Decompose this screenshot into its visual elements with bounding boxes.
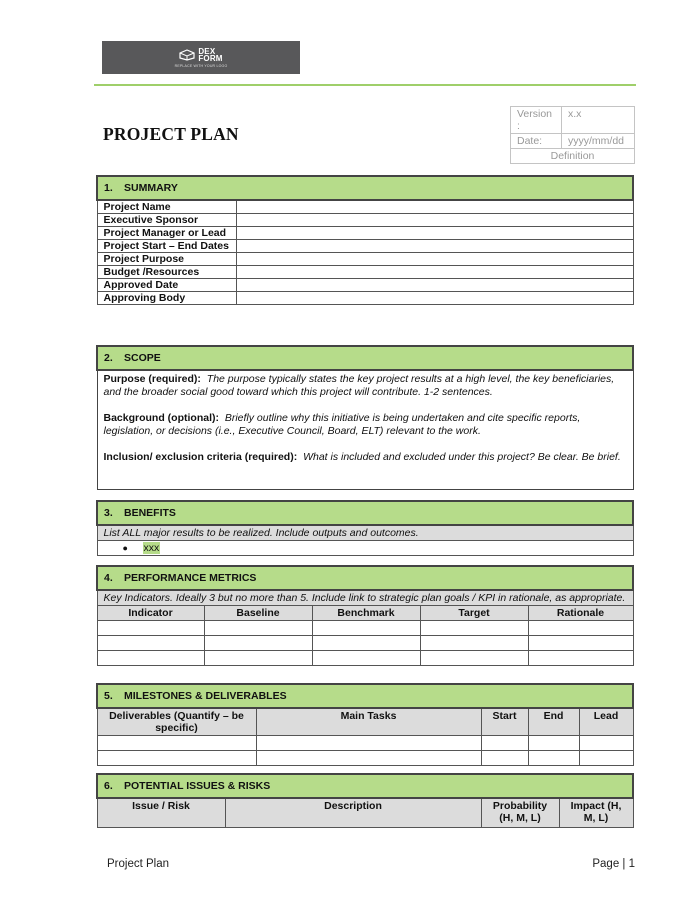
column-header: Baseline — [204, 606, 312, 621]
table-row — [97, 253, 633, 266]
bullet-icon: ● — [122, 543, 128, 553]
risks-header: 6. POTENTIAL ISSUES & RISKS — [97, 774, 633, 798]
row-label: Executive Sponsor — [97, 214, 236, 227]
table-row — [97, 240, 633, 253]
benefit-item[interactable]: ● xxx — [97, 541, 633, 556]
project-manager-field[interactable] — [236, 227, 633, 240]
table-cell[interactable] — [481, 736, 528, 751]
summary-title: SUMMARY — [124, 182, 178, 194]
table-cell[interactable] — [312, 621, 420, 636]
column-header: Main Tasks — [256, 708, 481, 736]
table-cell[interactable] — [204, 621, 312, 636]
start-end-dates-field[interactable] — [236, 240, 633, 253]
table-cell[interactable] — [97, 736, 256, 751]
table-cell[interactable] — [97, 651, 204, 666]
date-value[interactable]: yyyy/mm/dd — [562, 134, 635, 149]
scope-purpose: Purpose (required): The purpose typically states the key project results at a high level, the key beneficiaries, and the broader social good toward which this project will contribute. 1-2 sentences. — [103, 373, 615, 398]
risks-section — [96, 773, 634, 828]
column-header: Deliverables (Quantify – be specific) — [97, 708, 256, 736]
footer-page-number: Page | 1 — [592, 858, 635, 870]
approved-date-field[interactable] — [236, 279, 633, 292]
column-header: Impact (H, M, L) — [559, 798, 633, 828]
logo-tagline: REPLACE WITH YOUR LOGO — [174, 63, 228, 68]
table-cell[interactable] — [97, 751, 256, 766]
table-row — [97, 214, 633, 227]
scope-body[interactable] — [97, 370, 633, 490]
version-label: Version : — [511, 107, 562, 134]
table-cell[interactable] — [420, 621, 528, 636]
table-row — [97, 636, 633, 651]
benefits-section — [96, 500, 634, 556]
column-header: Description — [225, 798, 481, 828]
header-divider — [94, 84, 636, 86]
summary-header: 1. SUMMARY — [97, 176, 633, 200]
metrics-header: 4. PERFORMANCE METRICS — [97, 566, 633, 590]
table-cell[interactable] — [579, 751, 633, 766]
scope-title: SCOPE — [124, 352, 161, 364]
table-row — [97, 621, 633, 636]
table-cell[interactable] — [204, 636, 312, 651]
milestones-section — [96, 683, 634, 766]
logo-name: DEX — [198, 46, 216, 56]
column-header: Issue / Risk — [97, 798, 225, 828]
table-row — [97, 279, 633, 292]
table-cell[interactable] — [481, 751, 528, 766]
scope-inclusion: Inclusion/ exclusion criteria (required): What is included and excluded under this project? Be clear. Be brief. — [103, 451, 621, 463]
table-row — [97, 200, 633, 214]
column-header: Rationale — [528, 606, 633, 621]
footer-document-name: Project Plan — [107, 858, 170, 870]
column-header: Probability (H, M, L) — [481, 798, 559, 828]
row-label: Approving Body — [97, 292, 236, 305]
approving-body-field[interactable] — [236, 292, 633, 305]
row-label: Project Manager or Lead — [97, 227, 236, 240]
column-header: Lead — [579, 708, 633, 736]
table-cell[interactable] — [312, 636, 420, 651]
table-cell[interactable] — [97, 621, 204, 636]
table-cell[interactable] — [420, 651, 528, 666]
company-logo — [102, 41, 300, 74]
table-row — [97, 751, 633, 766]
table-row — [97, 227, 633, 240]
version-value[interactable]: x.x — [562, 107, 635, 134]
risks-title: POTENTIAL ISSUES & RISKS — [124, 780, 271, 792]
row-label: Project Name — [97, 200, 236, 214]
column-header: Target — [420, 606, 528, 621]
table-cell[interactable] — [528, 636, 633, 651]
column-header: Start — [481, 708, 528, 736]
budget-field[interactable] — [236, 266, 633, 279]
metrics-section — [96, 565, 634, 666]
summary-section — [96, 175, 634, 305]
date-label: Date: — [511, 134, 562, 149]
row-label: Budget /Resources — [97, 266, 236, 279]
row-label: Approved Date — [97, 279, 236, 292]
page-title: PROJECT PLAN — [103, 124, 239, 144]
table-cell[interactable] — [256, 751, 481, 766]
logo-name-2: FORM — [198, 53, 223, 63]
table-row — [97, 292, 633, 305]
table-row — [97, 736, 633, 751]
row-label: Project Start – End Dates — [97, 240, 236, 253]
table-row — [97, 651, 633, 666]
scope-background: Background (optional): Briefly outline why this initiative is being undertaken and cite specific reports, legislation, or decisions (i.e., Executive Council, Board, ELT) relevant to the work. — [103, 412, 581, 437]
column-header: End — [528, 708, 579, 736]
version-table — [510, 106, 635, 164]
project-purpose-field[interactable] — [236, 253, 633, 266]
executive-sponsor-field[interactable] — [236, 214, 633, 227]
definition-label: Definition — [511, 149, 635, 164]
metrics-instruction: Key Indicators. Ideally 3 but no more than 5. Include link to strategic plan goals / KPI in rationale, as appropriate. — [97, 590, 633, 606]
milestones-header: 5. MILESTONES & DELIVERABLES — [97, 684, 633, 708]
table-cell[interactable] — [204, 651, 312, 666]
table-cell[interactable] — [579, 736, 633, 751]
table-cell[interactable] — [528, 621, 633, 636]
box-logo-icon — [179, 49, 195, 61]
table-cell[interactable] — [312, 651, 420, 666]
table-cell[interactable] — [528, 651, 633, 666]
benefits-title: BENEFITS — [124, 507, 176, 519]
project-name-field[interactable] — [236, 200, 633, 214]
benefits-instruction: List ALL major results to be realized. Include outputs and outcomes. — [97, 525, 633, 541]
scope-header: 2. SCOPE — [97, 346, 633, 370]
table-cell[interactable] — [97, 636, 204, 651]
metrics-title: PERFORMANCE METRICS — [124, 572, 257, 584]
milestones-title: MILESTONES & DELIVERABLES — [124, 690, 287, 702]
table-cell[interactable] — [420, 636, 528, 651]
benefits-header: 3. BENEFITS — [97, 501, 633, 525]
table-row — [97, 266, 633, 279]
table-cell[interactable] — [528, 751, 579, 766]
column-header: Indicator — [97, 606, 204, 621]
row-label: Project Purpose — [97, 253, 236, 266]
column-header: Benchmark — [312, 606, 420, 621]
scope-section — [96, 345, 634, 490]
table-cell[interactable] — [256, 736, 481, 751]
table-cell[interactable] — [528, 736, 579, 751]
